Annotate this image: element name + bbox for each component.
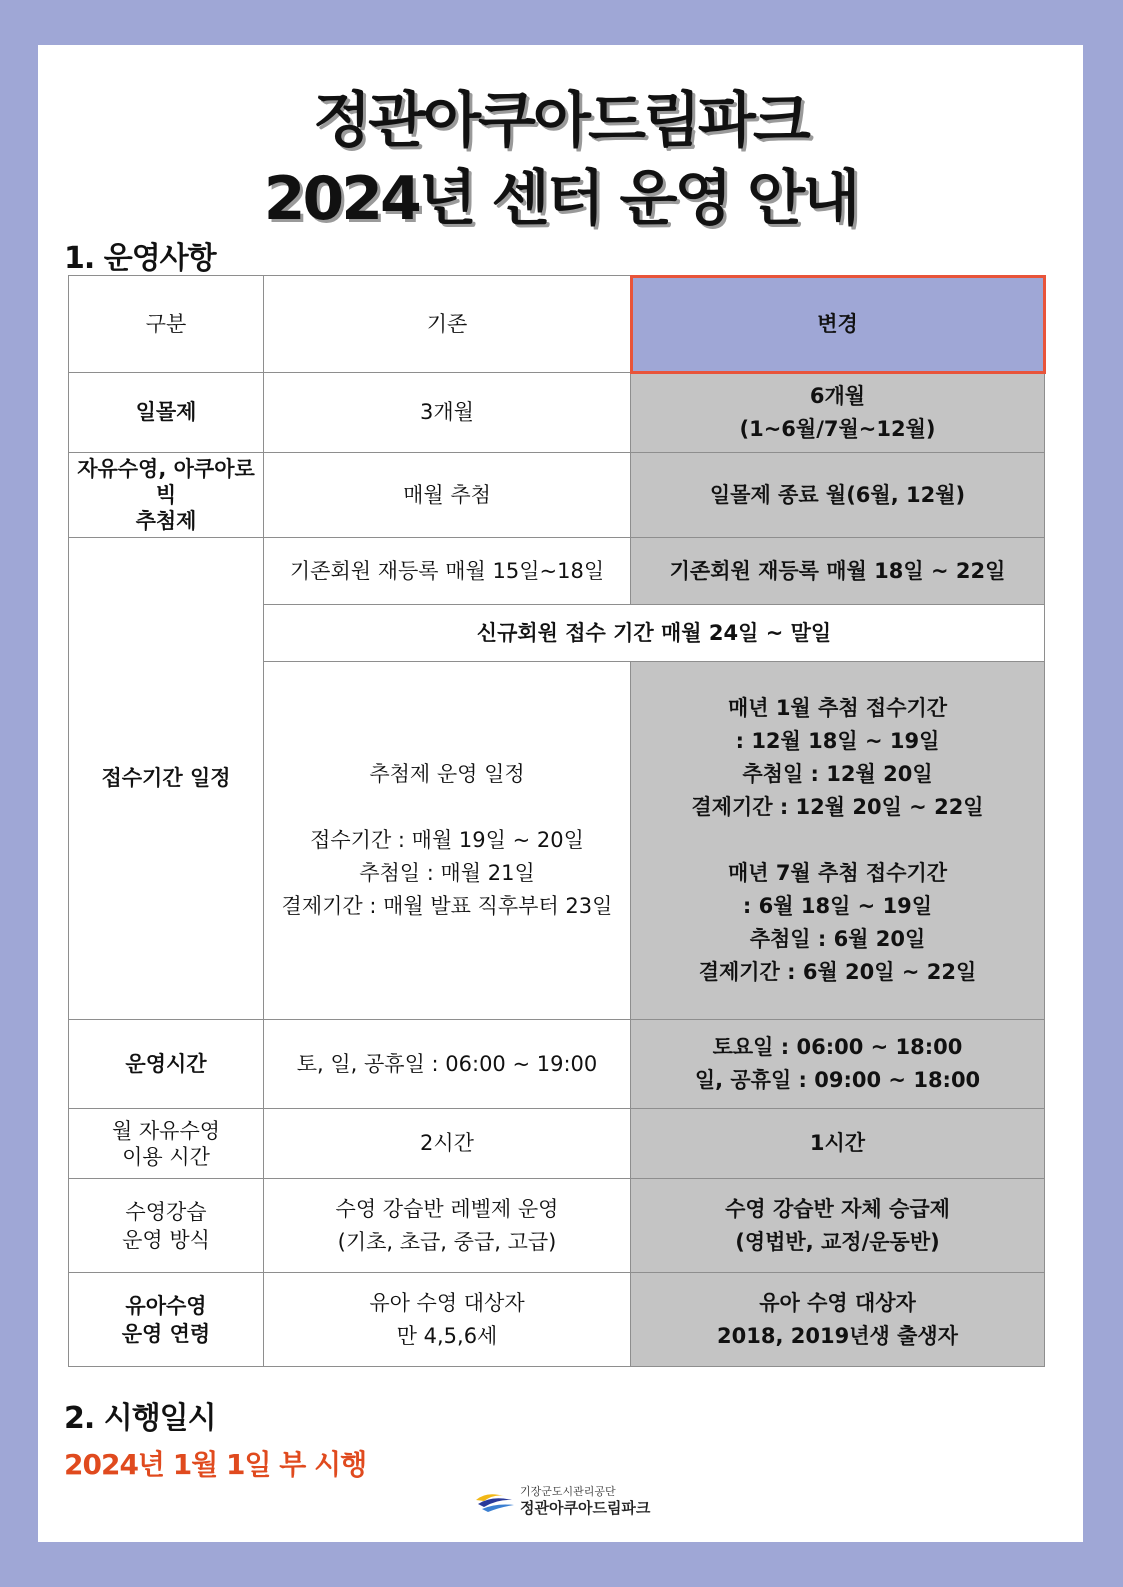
row-shared: 신규회원 접수 기간 매월 24일 ~ 말일 (264, 605, 1045, 662)
row-new: 수영 강습반 자체 승급제 (영법반, 교정/운동반) (631, 1179, 1045, 1273)
table-row (69, 1020, 1045, 1109)
row-old: 2시간 (264, 1109, 631, 1179)
logo-org: 기장군도시관리공단 (520, 1485, 616, 1498)
operations-table (68, 275, 1045, 1367)
table-row (69, 1273, 1045, 1367)
row-old: 추첨제 운영 일정 접수기간 : 매월 19일 ~ 20일 추첨일 : 매월 21일 결제기간 : 매월 발표 직후부터 23일 (264, 662, 631, 1020)
notice-page (38, 45, 1083, 1542)
header-new: 변경 (631, 276, 1045, 373)
header-category: 구분 (69, 276, 264, 373)
row-category: 수영강습 운영 방식 (69, 1179, 264, 1273)
footer-logo (474, 1481, 651, 1521)
table-row (69, 373, 1045, 453)
row-old: 토, 일, 공휴일 : 06:00 ~ 19:00 (264, 1020, 631, 1109)
row-category: 일몰제 (69, 373, 264, 453)
row-old: 유아 수영 대상자 만 4,5,6세 (264, 1273, 631, 1367)
row-old: 3개월 (264, 373, 631, 453)
section-heading-operations: 1. 운영사항 (64, 241, 216, 276)
effective-date: 2024년 1월 1일 부 시행 (64, 1448, 367, 1481)
page-title-line1: 정관아쿠아드림파크 (313, 86, 808, 156)
row-new: 1시간 (631, 1109, 1045, 1179)
table-row (69, 1109, 1045, 1179)
table-row (69, 1179, 1045, 1273)
row-new: 토요일 : 06:00 ~ 18:00 일, 공휴일 : 09:00 ~ 18:00 (631, 1020, 1045, 1109)
table-row (69, 453, 1045, 538)
page-title-line2: 2024년 센터 운영 안내 (263, 164, 858, 234)
section-heading-effective: 2. 시행일시 (64, 1401, 216, 1436)
row-new: 일몰제 종료 월(6월, 12월) (631, 453, 1045, 538)
row-old: 기존회원 재등록 매월 15일~18일 (264, 538, 631, 605)
row-category: 유아수영 운영 연령 (69, 1273, 264, 1367)
table-row (69, 538, 1045, 605)
logo-name: 정관아쿠아드림파크 (520, 1499, 651, 1517)
row-category: 자유수영, 아쿠아로빅 추첨제 (69, 453, 264, 538)
row-new: 6개월 (1~6월/7월~12월) (631, 373, 1045, 453)
table-header-row (69, 276, 1045, 373)
row-category: 월 자유수영 이용 시간 (69, 1109, 264, 1179)
row-category: 운영시간 (69, 1020, 264, 1109)
row-old: 매월 추첨 (264, 453, 631, 538)
row-category: 접수기간 일정 (69, 538, 264, 1020)
row-old: 수영 강습반 레벨제 운영 (기초, 초급, 중급, 고급) (264, 1179, 631, 1273)
row-new: 매년 1월 추첨 접수기간 : 12월 18일 ~ 19일 추첨일 : 12월 20일 결제기간 : 12월 20일 ~ 22일 매년 7월 추첨 접수기간 : 6월 18일 ~ 19일 추첨일 : 6월 20일 결제기간 : 6월 20일 ~ 22일 (631, 662, 1045, 1020)
header-old: 기존 (264, 276, 631, 373)
row-new: 기존회원 재등록 매월 18일 ~ 22일 (631, 538, 1045, 605)
row-new: 유아 수영 대상자 2018, 2019년생 출생자 (631, 1273, 1045, 1367)
wave-logo-icon (474, 1491, 516, 1513)
